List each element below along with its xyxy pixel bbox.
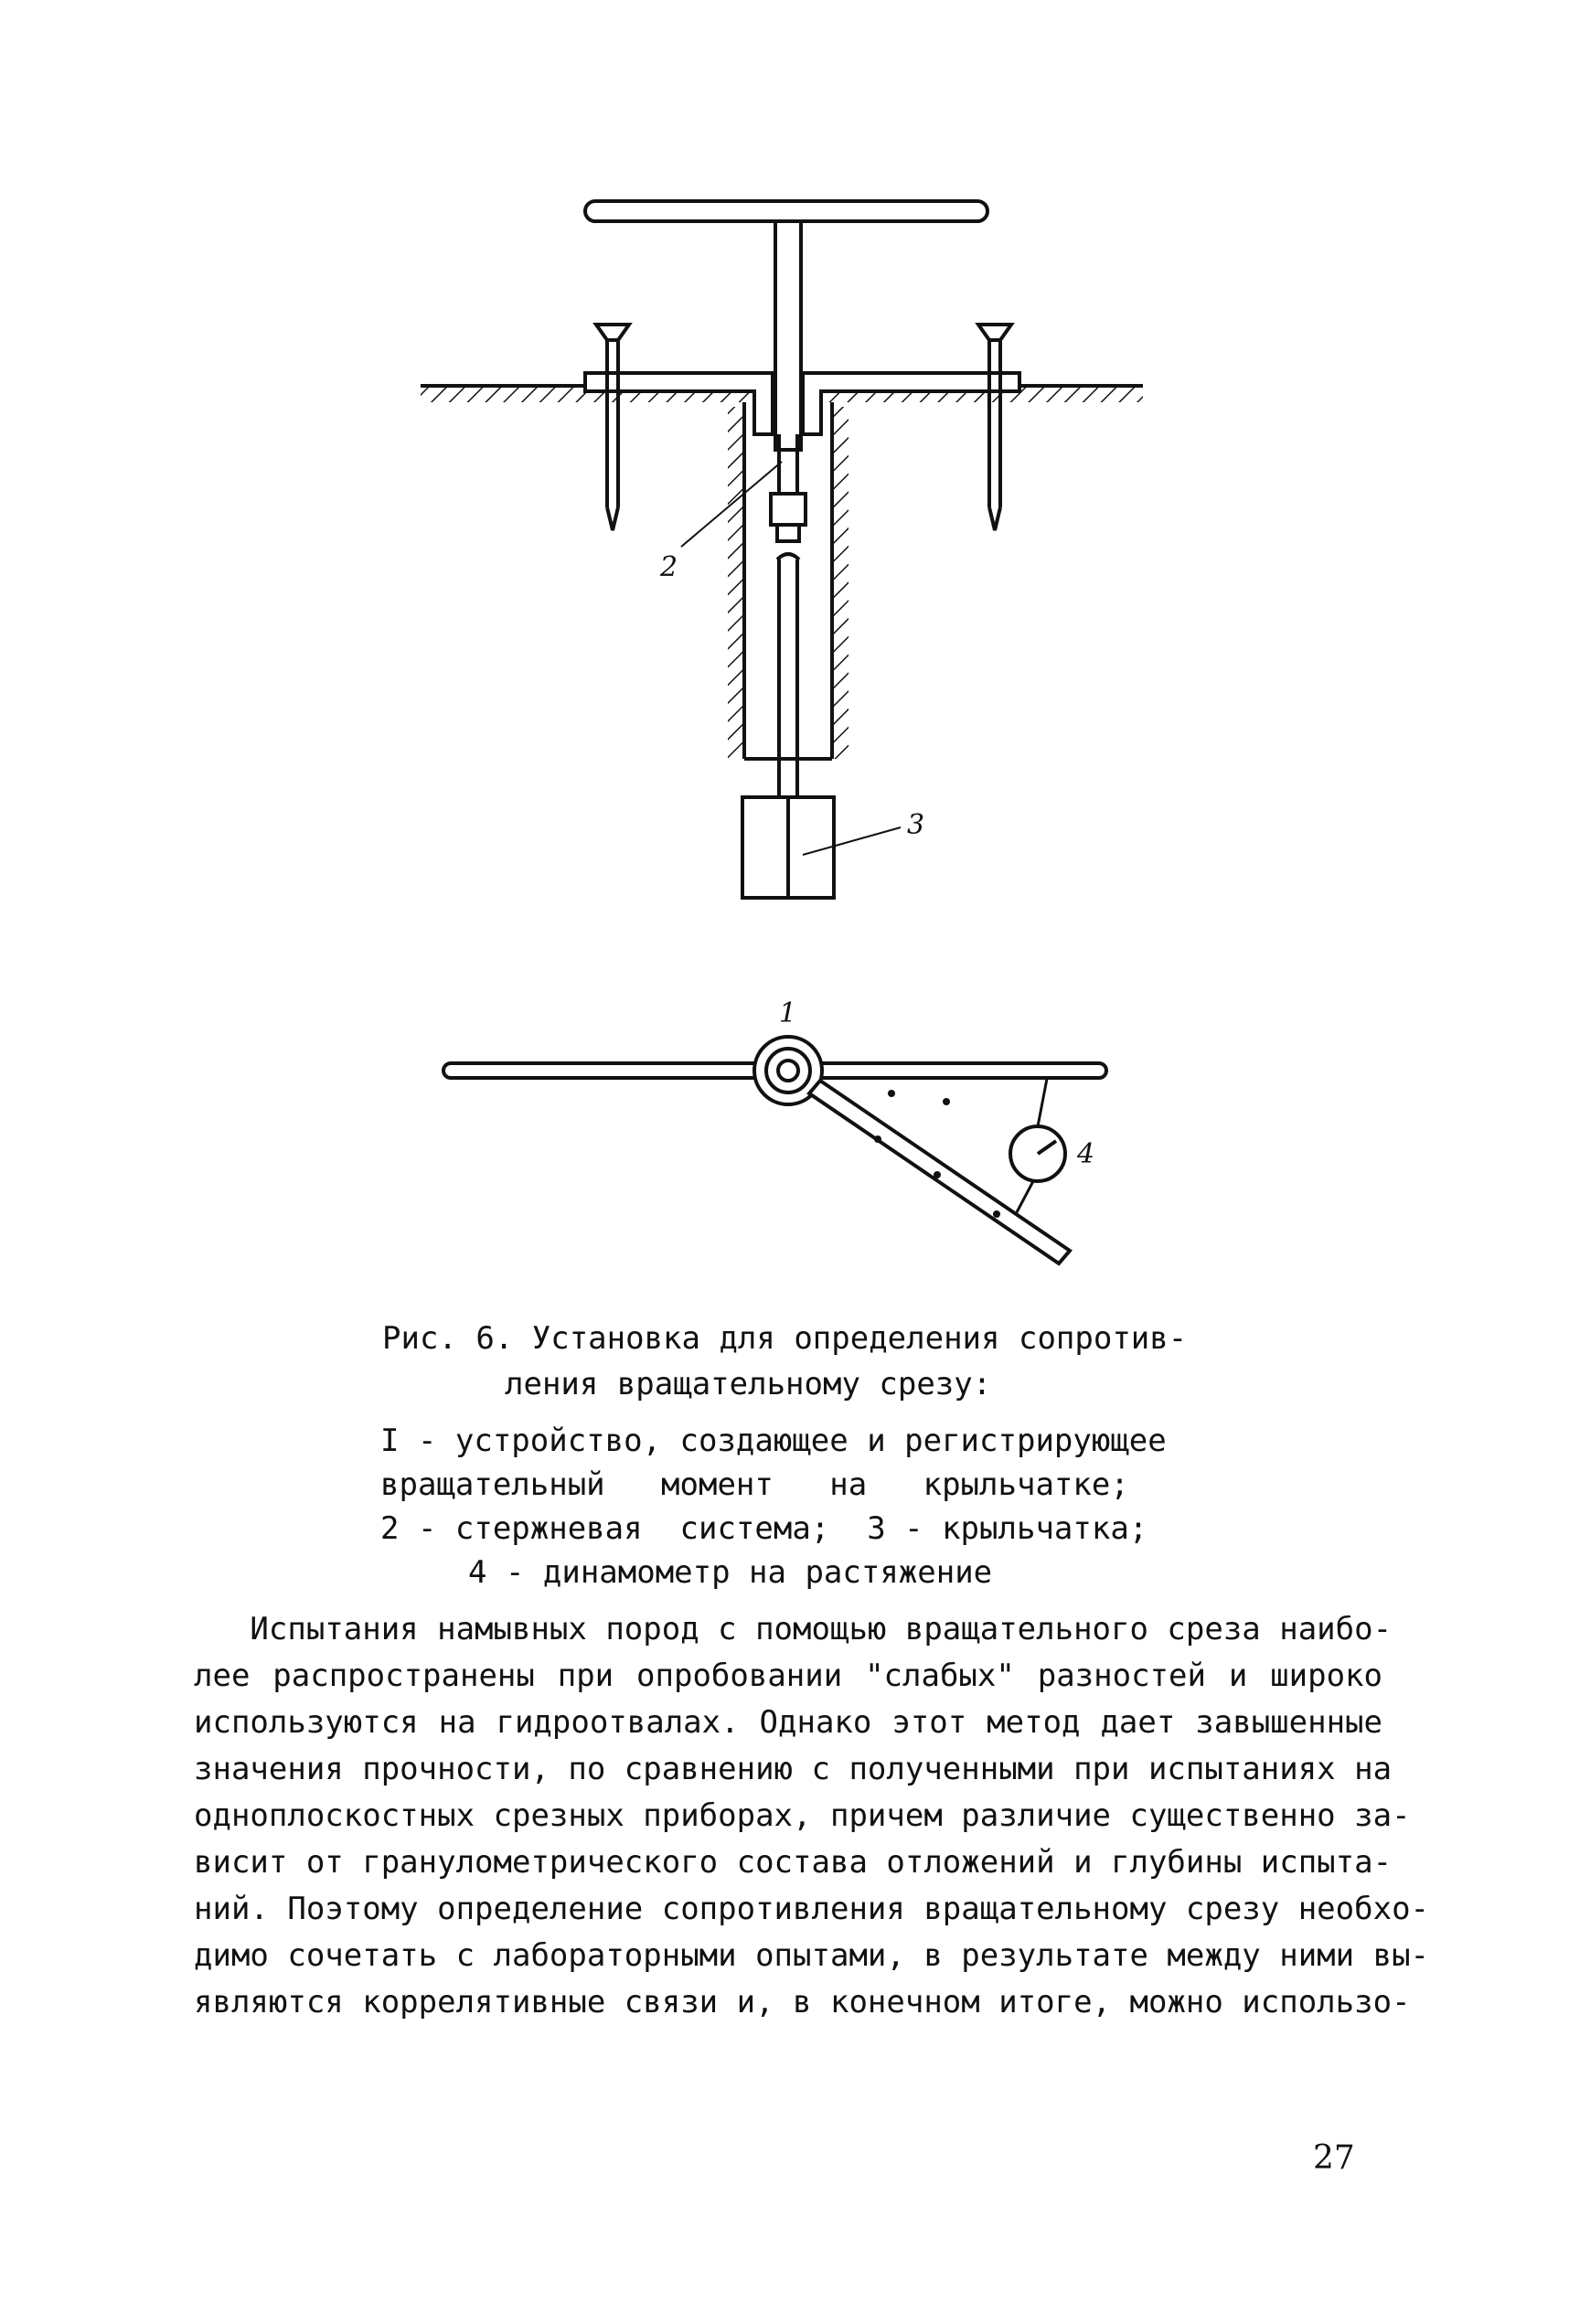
body-line: лее распространены при опробовании "слабых" разностей и широко	[194, 1658, 1382, 1694]
body-line: одноплоскостных срезных приборах, причем различие существенно за-	[194, 1797, 1411, 1834]
body-line: значения прочности, по сравнению с полученными при испытаниях на	[194, 1751, 1393, 1787]
rod-coupling	[771, 494, 806, 525]
caption-legend-line-2: вращательный момент на крыльчатке;	[380, 1466, 1129, 1503]
label-2: 2	[660, 551, 678, 583]
body-line: висит от гранулометрического состава отложений и глубины испыта-	[194, 1844, 1393, 1881]
rod-upper	[775, 221, 801, 450]
label-3: 3	[907, 809, 925, 841]
body-line: ний. Поэтому определение сопротивления вращательному срезу необхо-	[194, 1891, 1430, 1927]
body-line: используются на гидроотвалах. Однако этот метод дает завышенные	[194, 1704, 1382, 1741]
body-line: Испытания намывных пород с помощью вращательного среза наибо-	[194, 1611, 1393, 1647]
caption-title-line-2: ления вращательному срезу:	[505, 1366, 992, 1402]
lower-view	[443, 1037, 1106, 1263]
caption-legend-line-4: 4 - динамометр на растяжение	[468, 1554, 993, 1591]
page-number: 27	[1313, 2139, 1355, 2177]
rod-break	[777, 554, 799, 560]
label-1: 1	[779, 997, 797, 1029]
body-line: димо сочетать с лабораторными опытами, в результате между ними вы-	[194, 1937, 1430, 1974]
label-4: 4	[1077, 1138, 1095, 1170]
handle-crossbar	[585, 201, 987, 221]
caption-legend-line-3: 2 - стержневая система; 3 - крыльчатка;	[380, 1510, 1148, 1547]
collar-frame	[585, 373, 1019, 434]
body-line: являются коррелятивные связи и, в конечном итоге, можно использо-	[194, 1984, 1411, 2020]
anchor-stake-right	[978, 325, 1011, 530]
caption-legend-line-1: I - устройство, создающее и регистрирующее	[380, 1423, 1167, 1459]
caption-title-line-1: Рис. 6. Установка для определения сопротив-	[382, 1320, 1188, 1357]
borehole	[728, 402, 849, 759]
anchor-stake-left	[596, 325, 629, 530]
upper-view	[421, 201, 1143, 898]
